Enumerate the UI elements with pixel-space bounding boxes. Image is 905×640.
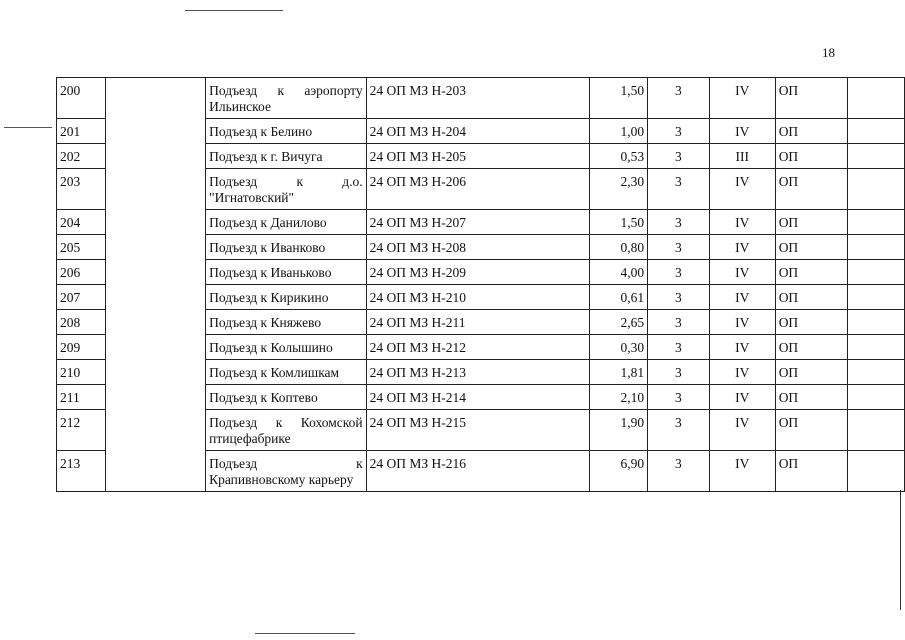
- road-length-value: 2,10: [620, 390, 645, 405]
- road-code: 24 ОП МЗ Н-216: [366, 451, 590, 492]
- note-cell: [847, 260, 904, 285]
- note-cell: [847, 451, 904, 492]
- road-length-value: 6,90: [620, 456, 645, 471]
- row-number: 208: [57, 310, 106, 335]
- road-category: IV: [709, 360, 775, 385]
- road-lanes: 3: [648, 144, 710, 169]
- road-lanes: 3: [648, 335, 710, 360]
- note-cell: [847, 78, 904, 119]
- scan-line-top: [185, 10, 283, 11]
- road-type: ОП: [775, 144, 847, 169]
- road-code: 24 ОП МЗ Н-212: [366, 335, 590, 360]
- row-number: 203: [57, 169, 106, 210]
- road-length: [590, 260, 648, 285]
- road-code: 24 ОП МЗ Н-210: [366, 285, 590, 310]
- road-code: 24 ОП МЗ Н-215: [366, 410, 590, 451]
- row-number: 205: [57, 235, 106, 260]
- row-number: 212: [57, 410, 106, 451]
- row-number: 207: [57, 285, 106, 310]
- road-code: 24 ОП МЗ Н-211: [366, 310, 590, 335]
- row-number: 204: [57, 210, 106, 235]
- road-name: Подъезд к д.о. "Игнатовский": [206, 169, 367, 210]
- road-length: [590, 360, 648, 385]
- note-cell: [847, 385, 904, 410]
- road-name: Подъезд к Кирикино: [206, 285, 367, 310]
- road-category: IV: [709, 385, 775, 410]
- note-cell: [847, 335, 904, 360]
- road-category: IV: [709, 119, 775, 144]
- road-type: ОП: [775, 235, 847, 260]
- row-number: 209: [57, 335, 106, 360]
- road-type: ОП: [775, 385, 847, 410]
- roads-table: [56, 77, 905, 492]
- road-code: 24 ОП МЗ Н-207: [366, 210, 590, 235]
- table-row: [57, 78, 905, 119]
- road-lanes: 3: [648, 78, 710, 119]
- road-category: IV: [709, 335, 775, 360]
- road-lanes: 3: [648, 385, 710, 410]
- road-length-value: 1,81: [620, 365, 645, 380]
- road-type: ОП: [775, 119, 847, 144]
- road-length: [590, 385, 648, 410]
- road-lanes: 3: [648, 210, 710, 235]
- road-name: Подъезд к Белино: [206, 119, 367, 144]
- road-type: ОП: [775, 169, 847, 210]
- road-name: Подъезд к Коптево: [206, 385, 367, 410]
- note-cell: [847, 169, 904, 210]
- district-cell: [105, 78, 206, 492]
- road-category: IV: [709, 78, 775, 119]
- road-code: 24 ОП МЗ Н-204: [366, 119, 590, 144]
- road-lanes: 3: [648, 260, 710, 285]
- road-name: Подъезд к Данилово: [206, 210, 367, 235]
- road-name: Подъезд к г. Вичуга: [206, 144, 367, 169]
- road-code: 24 ОП МЗ Н-213: [366, 360, 590, 385]
- road-length: [590, 285, 648, 310]
- road-code: 24 ОП МЗ Н-209: [366, 260, 590, 285]
- road-type: ОП: [775, 335, 847, 360]
- page-number: 18: [822, 45, 835, 60]
- road-lanes: 3: [648, 451, 710, 492]
- road-name: Подъезд к Комлишкам: [206, 360, 367, 385]
- road-lanes: 3: [648, 119, 710, 144]
- road-category: IV: [709, 285, 775, 310]
- road-category: IV: [709, 210, 775, 235]
- road-category: IV: [709, 235, 775, 260]
- road-length-value: 0,30: [620, 340, 645, 355]
- note-cell: [847, 144, 904, 169]
- road-name: Подъезд к Крапивновскому карьеру: [206, 451, 367, 492]
- road-length-value: 1,00: [620, 124, 645, 139]
- road-length: [590, 210, 648, 235]
- road-length: [590, 119, 648, 144]
- road-name: Подъезд к Иваньково: [206, 260, 367, 285]
- row-number: 200: [57, 78, 106, 119]
- note-cell: [847, 310, 904, 335]
- road-category: IV: [709, 451, 775, 492]
- road-name: Подъезд к аэропорту Ильинское: [206, 78, 367, 119]
- road-lanes: 3: [648, 235, 710, 260]
- road-code: 24 ОП МЗ Н-206: [366, 169, 590, 210]
- road-category: IV: [709, 310, 775, 335]
- road-lanes: 3: [648, 310, 710, 335]
- row-number: 211: [57, 385, 106, 410]
- road-lanes: 3: [648, 285, 710, 310]
- road-length: [590, 235, 648, 260]
- row-number: 206: [57, 260, 106, 285]
- road-length-value: 0,53: [620, 149, 645, 164]
- note-cell: [847, 360, 904, 385]
- road-code: 24 ОП МЗ Н-214: [366, 385, 590, 410]
- scan-line-bottom: [255, 633, 355, 634]
- road-type: ОП: [775, 285, 847, 310]
- road-type: ОП: [775, 451, 847, 492]
- road-type: ОП: [775, 210, 847, 235]
- row-number: 210: [57, 360, 106, 385]
- road-name: Подъезд к Колышино: [206, 335, 367, 360]
- road-code: 24 ОП МЗ Н-208: [366, 235, 590, 260]
- note-cell: [847, 119, 904, 144]
- road-type: ОП: [775, 410, 847, 451]
- road-length-value: 0,61: [620, 290, 645, 305]
- road-name: Подъезд к Княжево: [206, 310, 367, 335]
- road-code: 24 ОП МЗ Н-205: [366, 144, 590, 169]
- road-lanes: 3: [648, 410, 710, 451]
- note-cell: [847, 410, 904, 451]
- note-cell: [847, 285, 904, 310]
- road-category: IV: [709, 260, 775, 285]
- road-lanes: 3: [648, 360, 710, 385]
- road-length: [590, 144, 648, 169]
- road-length: [590, 335, 648, 360]
- road-length: [590, 451, 648, 492]
- road-category: IV: [709, 410, 775, 451]
- road-type: ОП: [775, 260, 847, 285]
- row-number: 213: [57, 451, 106, 492]
- road-length: [590, 78, 648, 119]
- scan-line-left: [4, 127, 52, 128]
- road-length-value: 1,90: [620, 415, 645, 430]
- note-cell: [847, 235, 904, 260]
- road-name: Подъезд к Кохомской птицефабрике: [206, 410, 367, 451]
- road-category: III: [709, 144, 775, 169]
- edge-mark-right: [900, 490, 901, 610]
- road-length-value: 1,50: [620, 83, 645, 98]
- road-name: Подъезд к Иванково: [206, 235, 367, 260]
- road-length-value: 1,50: [620, 215, 645, 230]
- row-number: 201: [57, 119, 106, 144]
- road-type: ОП: [775, 78, 847, 119]
- road-length-value: 4,00: [620, 265, 645, 280]
- road-length-value: 2,65: [620, 315, 645, 330]
- road-type: ОП: [775, 310, 847, 335]
- road-type: ОП: [775, 360, 847, 385]
- road-length-value: 0,80: [620, 240, 645, 255]
- road-length: [590, 169, 648, 210]
- road-category: IV: [709, 169, 775, 210]
- road-lanes: 3: [648, 169, 710, 210]
- note-cell: [847, 210, 904, 235]
- road-length: [590, 310, 648, 335]
- road-length-value: 2,30: [620, 174, 645, 189]
- row-number: 202: [57, 144, 106, 169]
- road-length: [590, 410, 648, 451]
- road-code: 24 ОП МЗ Н-203: [366, 78, 590, 119]
